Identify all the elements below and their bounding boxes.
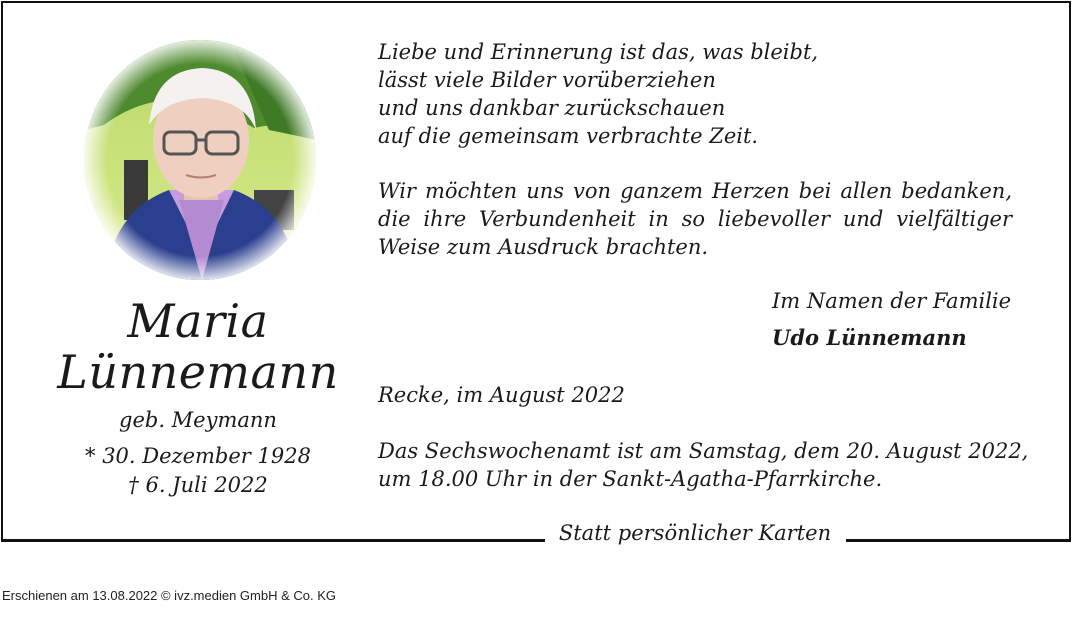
thanks-line: die ihre Verbundenheit in so liebevoller und vielfältiger	[378, 207, 1012, 231]
death-date: † 6. Juli 2022	[128, 473, 268, 497]
family-label: Im Namen der Familie	[772, 289, 1012, 313]
place-date: Recke, im August 2022	[378, 383, 625, 407]
poem-line: Liebe und Erinnerung ist das, was bleibt,	[378, 40, 819, 64]
poem-line: lässt viele Bilder vorüberziehen	[378, 68, 716, 92]
deceased-dates	[40, 442, 356, 500]
deceased-birth-name: geb. Meymann	[119, 408, 277, 432]
deceased-info	[40, 296, 356, 500]
service-info	[378, 437, 1029, 493]
thanks-paragraph	[378, 177, 1012, 261]
poem	[378, 38, 1012, 150]
poem-line: auf die gemeinsam verbrachte Zeit.	[378, 124, 759, 148]
thanks-line: Weise zum Ausdruck brachten.	[378, 235, 709, 259]
footer-tag: Statt persönlicher Karten	[558, 521, 832, 545]
publication-credit: Erschienen am 13.08.2022 © ivz.medien GmbH & Co. KG	[2, 588, 337, 603]
family-signature	[772, 289, 1011, 350]
service-line: Das Sechswochenamt ist am Samstag, dem 20. August 2022,	[378, 439, 1029, 463]
birth-date: * 30. Dezember 1928	[85, 444, 311, 468]
deceased-last-name: Lünnemann	[57, 345, 339, 399]
frame-bottom-line-left	[1, 539, 545, 542]
frame-bottom-line-right	[846, 539, 1071, 542]
poem-line: und uns dankbar zurückschauen	[378, 96, 726, 120]
family-name: Udo Lünnemann	[772, 325, 967, 350]
portrait-photo-icon	[84, 40, 316, 280]
thanks-line: Wir möchten uns von ganzem Herzen bei allen bedanken,	[378, 179, 1012, 203]
service-line: um 18.00 Uhr in der Sankt-Agatha-Pfarrkirche.	[378, 467, 883, 491]
deceased-first-name: Maria	[127, 294, 269, 348]
